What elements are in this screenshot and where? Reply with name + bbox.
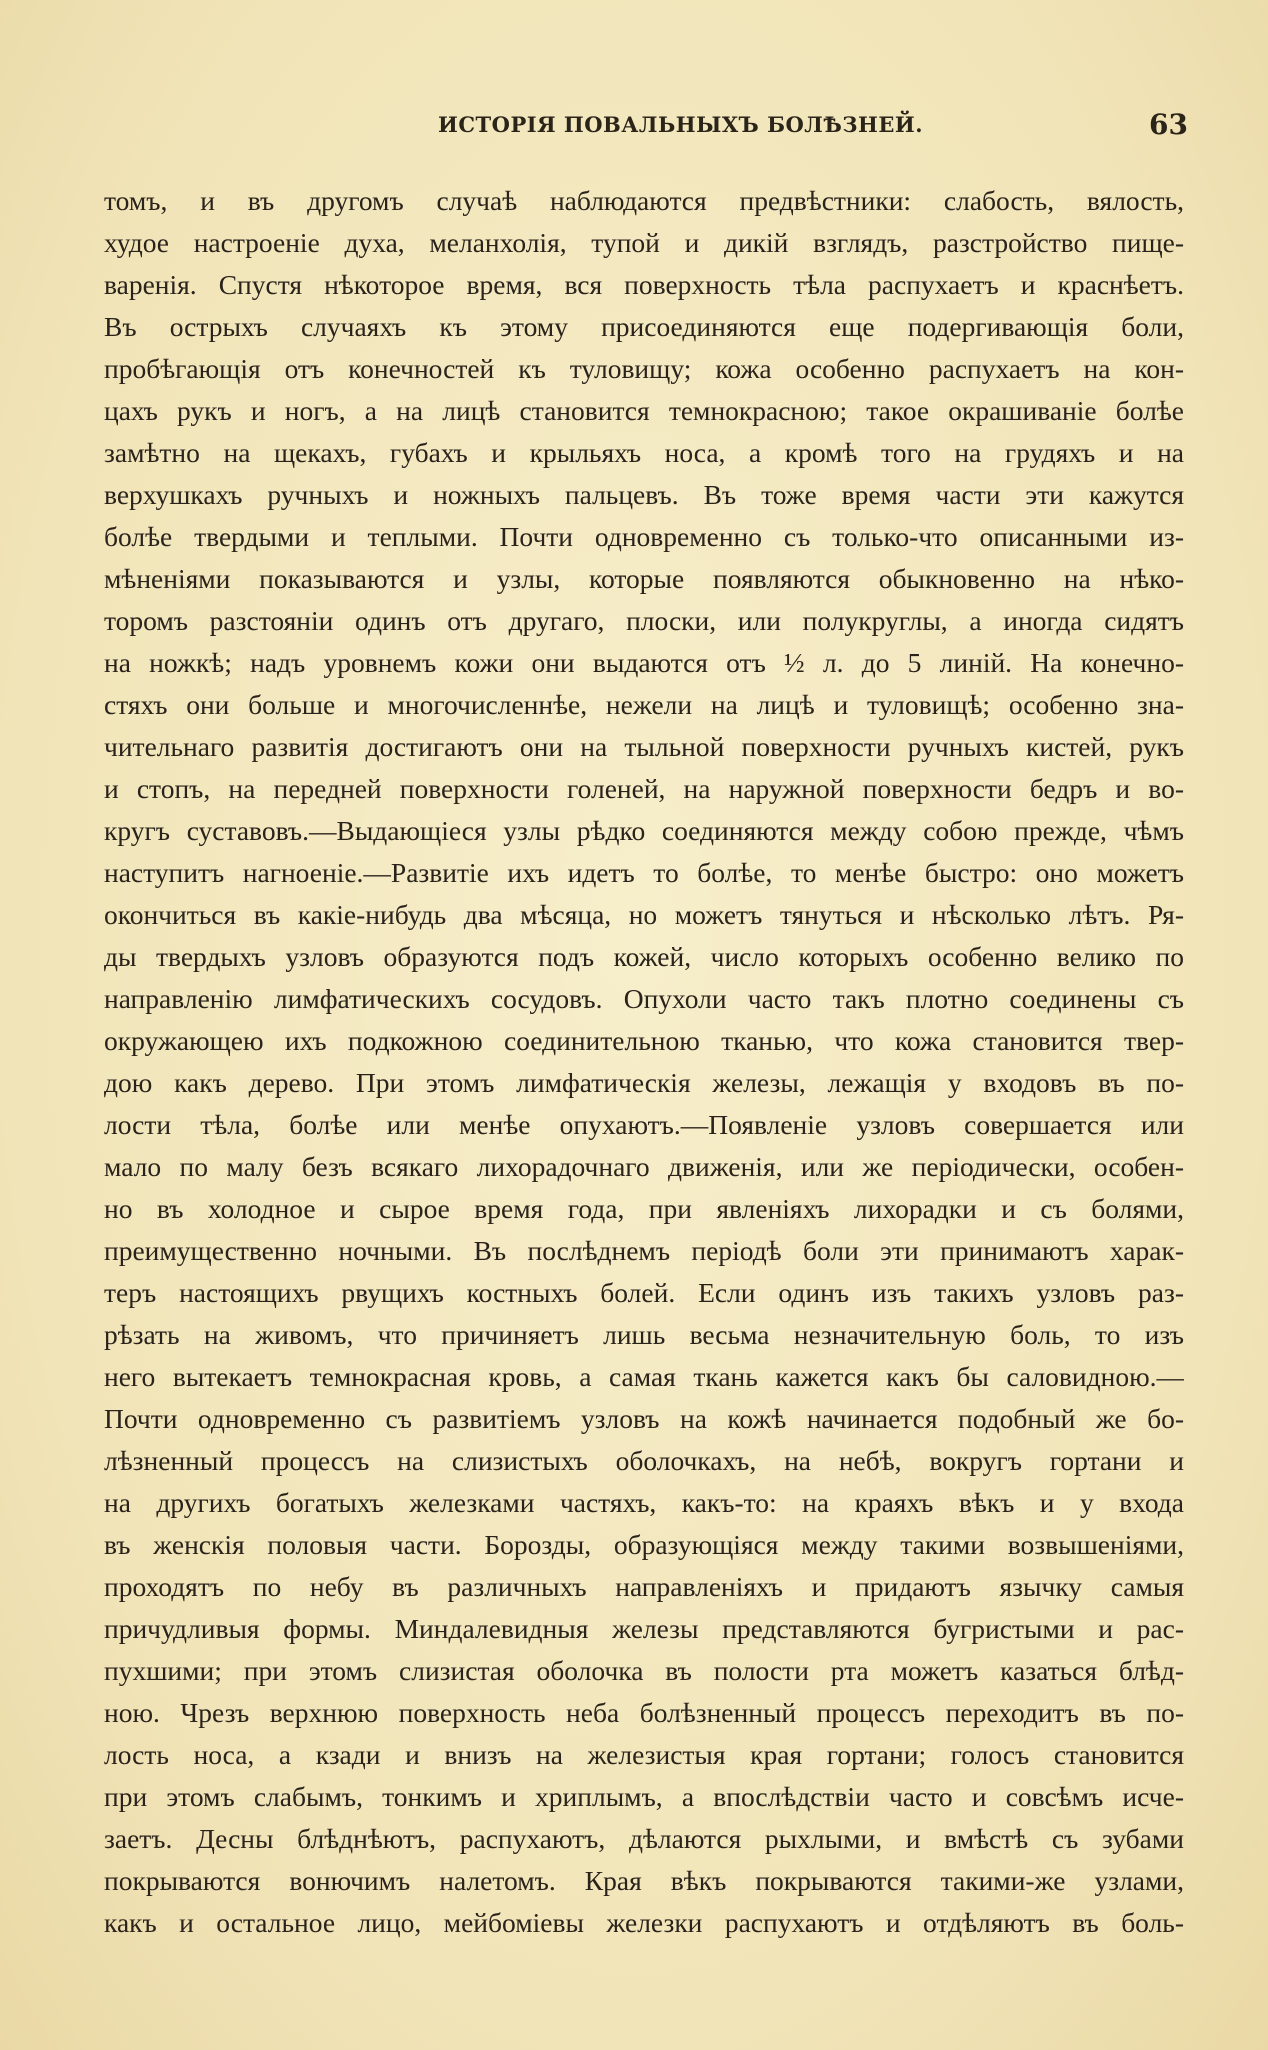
text-line: наступитъ нагноеніе.—Развитіе ихъ идетъ то болѣе, то менѣе быстро: оно можетъ	[104, 857, 1184, 888]
body-text	[104, 180, 1184, 1944]
text-line: причудливыя формы. Миндалевидныя железы представляются бугристыми и рас-	[104, 1613, 1184, 1644]
text-line: мало по малу безъ всякаго лихорадочнаго движенія, или же періодически, особен-	[104, 1151, 1184, 1182]
text-line: цахъ рукъ и ногъ, а на лицѣ становится темнокрасною; такое окрашиваніе болѣе	[104, 395, 1184, 426]
text-line: какъ и остальное лицо, мейбоміевы железки распухаютъ и отдѣляютъ въ боль-	[104, 1907, 1184, 1938]
text-line: на другихъ богатыхъ железками частяхъ, какъ-то: на краяхъ вѣкъ и у входа	[104, 1487, 1184, 1518]
text-line: покрываются вонючимъ налетомъ. Края вѣкъ покрываются такими-же узлами,	[104, 1865, 1184, 1896]
text-line: пухшими; при этомъ слизистая оболочка въ полости рта можетъ казаться блѣд-	[104, 1655, 1184, 1686]
text-line: но въ холодное и сырое время года, при явленіяхъ лихорадки и съ болями,	[104, 1193, 1184, 1224]
text-line: мѣненіями показываются и узлы, которые появляются обыкновенно на нѣко-	[104, 563, 1184, 594]
text-line: томъ, и въ другомъ случаѣ наблюдаются предвѣстники: слабость, вялость,	[104, 185, 1184, 216]
text-line: на ножкѣ; надъ уровнемъ кожи они выдаются отъ ½ л. до 5 линій. На конечно-	[104, 647, 1184, 678]
text-line: и стопъ, на передней поверхности голеней, на наружной поверхности бедръ и во-	[104, 773, 1184, 804]
text-line: чительнаго развитія достигаютъ они на тыльной поверхности ручныхъ кистей, рукъ	[104, 731, 1184, 762]
text-line: проходятъ по небу въ различныхъ направленіяхъ и придаютъ язычку самыя	[104, 1571, 1184, 1602]
text-line: лѣзненный процессъ на слизистыхъ оболочкахъ, на небѣ, вокругъ гортани и	[104, 1445, 1184, 1476]
text-line: заетъ. Десны блѣднѣютъ, распухаютъ, дѣлаются рыхлыми, и вмѣстѣ съ зубами	[104, 1823, 1184, 1854]
text-line: ною. Чрезъ верхнюю поверхность неба болѣзненный процессъ переходитъ въ по-	[104, 1697, 1184, 1728]
text-line: Въ острыхъ случаяхъ къ этому присоединяются еще подергивающія боли,	[104, 311, 1184, 342]
text-line: преимущественно ночными. Въ послѣднемъ періодѣ боли эти принимаютъ харак-	[104, 1235, 1184, 1266]
text-line: направленію лимфатическихъ сосудовъ. Опухоли часто такъ плотно соединены съ	[104, 983, 1184, 1014]
running-title: ИСТОРІЯ ПОВАЛЬНЫХЪ БОЛѢЗНЕЙ.	[438, 112, 924, 137]
text-line: рѣзать на живомъ, что причиняетъ лишь весьма незначительную боль, то изъ	[104, 1319, 1184, 1350]
page-number: 63	[1149, 108, 1188, 141]
text-line: пробѣгающія отъ конечностей къ туловищу; кожа особенно распухаетъ на кон-	[104, 353, 1184, 384]
text-line: дою какъ дерево. При этомъ лимфатическія железы, лежащія у входовъ въ по-	[104, 1067, 1184, 1098]
text-line: ды твердыхъ узловъ образуются подъ кожей, число которыхъ особенно велико по	[104, 941, 1184, 972]
text-line: лости тѣла, болѣе или менѣе опухаютъ.—Появленіе узловъ совершается или	[104, 1109, 1184, 1140]
text-line: окружающею ихъ подкожною соединительною тканью, что кожа становится твер-	[104, 1025, 1184, 1056]
text-line: торомъ разстояніи одинъ отъ другаго, плоски, или полукруглы, а иногда сидятъ	[104, 605, 1184, 636]
text-line: теръ настоящихъ рвущихъ костныхъ болей. Если одинъ изъ такихъ узловъ раз-	[104, 1277, 1184, 1308]
text-line: него вытекаетъ темнокрасная кровь, а самая ткань кажется какъ бы саловидною.—	[104, 1361, 1184, 1392]
text-line: кругъ суставовъ.—Выдающіеся узлы рѣдко соединяются между собою прежде, чѣмъ	[104, 815, 1184, 846]
text-line: замѣтно на щекахъ, губахъ и крыльяхъ носа, а кромѣ того на грудяхъ и на	[104, 437, 1184, 468]
text-line: Почти одновременно съ развитіемъ узловъ на кожѣ начинается подобный же бо-	[104, 1403, 1184, 1434]
text-line: верхушкахъ ручныхъ и ножныхъ пальцевъ. Въ тоже время части эти кажутся	[104, 479, 1184, 510]
text-line: стяхъ они больше и многочисленнѣе, нежели на лицѣ и туловищѣ; особенно зна-	[104, 689, 1184, 720]
text-line: лость носа, а кзади и внизъ на железистыя края гортани; голосъ становится	[104, 1739, 1184, 1770]
text-line: при этомъ слабымъ, тонкимъ и хриплымъ, а впослѣдствіи часто и совсѣмъ исче-	[104, 1781, 1184, 1812]
text-line: болѣе твердыми и теплыми. Почти одновременно съ только-что описанными из-	[104, 521, 1184, 552]
text-line: худое настроеніе духа, меланхолія, тупой и дикій взглядъ, разстройство пище-	[104, 227, 1184, 258]
text-line: окончиться въ какіе-нибудь два мѣсяца, но можетъ тянуться и нѣсколько лѣтъ. Ря-	[104, 899, 1184, 930]
text-line: въ женскія половыя части. Борозды, образующіяся между такими возвышеніями,	[104, 1529, 1184, 1560]
text-line: варенія. Спустя нѣкоторое время, вся поверхность тѣла распухаетъ и краснѣетъ.	[104, 269, 1184, 300]
